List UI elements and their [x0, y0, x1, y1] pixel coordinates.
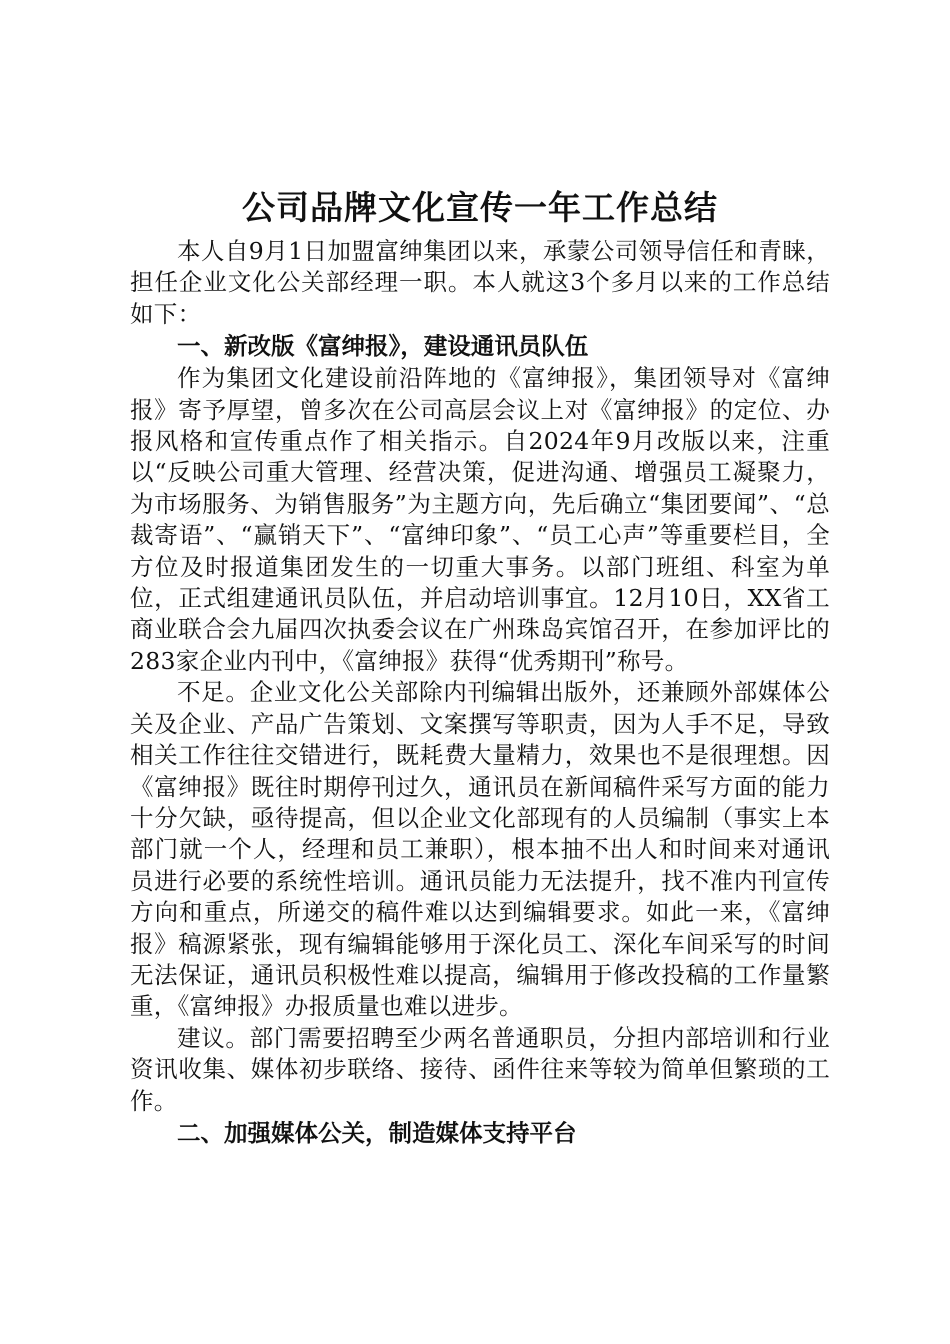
document-page — [130, 182, 830, 1150]
section-1-paragraph-3: 建议。部门需要招聘至少两名普通职员，分担内部培训和行业资讯收集、媒体初步联络、接待、函件往来等较为简单但繁琐的工作。 — [130, 1023, 830, 1115]
intro-paragraph: 本人自9月1日加盟富绅集团以来，承蒙公司领导信任和青睐，担任企业文化公关部经理一职。本人就这3个多月以来的工作总结如下： — [130, 237, 830, 328]
section-1-heading: 一、新改版《富绅报》，建设通讯员队伍 — [177, 332, 589, 361]
section-1-paragraph-2: 不足。企业文化公关部除内刊编辑出版外，还兼顾外部媒体公关及企业、产品广告策划、文案撰写等职责，因为人手不足，导致相关工作往往交错进行，既耗费大量精力，效果也不是很理想。因《富绅报》既往时期停刊过久，通讯员在新闻稿件采写方面的能力十分欠缺，亟待提高，但以企业文化部现有的人员编制（事实上本部门就一个人，经理和员工兼职），根本抽不出人和时间来对通讯员进行必要的系统性培训。通讯员能力无法提升，找不准内刊宣传方向和重点，所递交的稿件难以达到编辑要求。如此一来，《富绅报》稿源紧张，现有编辑能够用于深化员工、深化车间采写的时间无法保证，通讯员积极性难以提高，编辑用于修改投稿的工作量繁重，《富绅报》办报质量也难以进步。 — [130, 678, 830, 1021]
section-2-heading: 二、加强媒体公关，制造媒体支持平台 — [177, 1118, 577, 1147]
document-title: 公司品牌文化宣传一年工作总结 — [242, 188, 718, 227]
section-1-paragraph-1: 作为集团文化建设前沿阵地的《富绅报》，集团领导对《富绅报》寄予厚望，曾多次在公司高层会议上对《富绅报》的定位、办报风格和宣传重点作了相关指示。自2024年9月改版以来，注重以“反映公司重大管理、经营决策，促进沟通、增强员工凝聚力，为市场服务、为销售服务”为主题方向，先后确立“集团要闻”、“总裁寄语”、“赢销天下”、“富绅印象”、“员工心声”等重要栏目，全方位及时报道集团发生的一切重大事务。以部门班组、科室为单位，正式组建通讯员队伍，并启动培训事宜。12月10日，XX省工商业联合会九届四次执委会议在广州珠岛宾馆召开，在参加评比的283家企业内刊中，《富绅报》获得“优秀期刊”称号。 — [130, 364, 830, 675]
